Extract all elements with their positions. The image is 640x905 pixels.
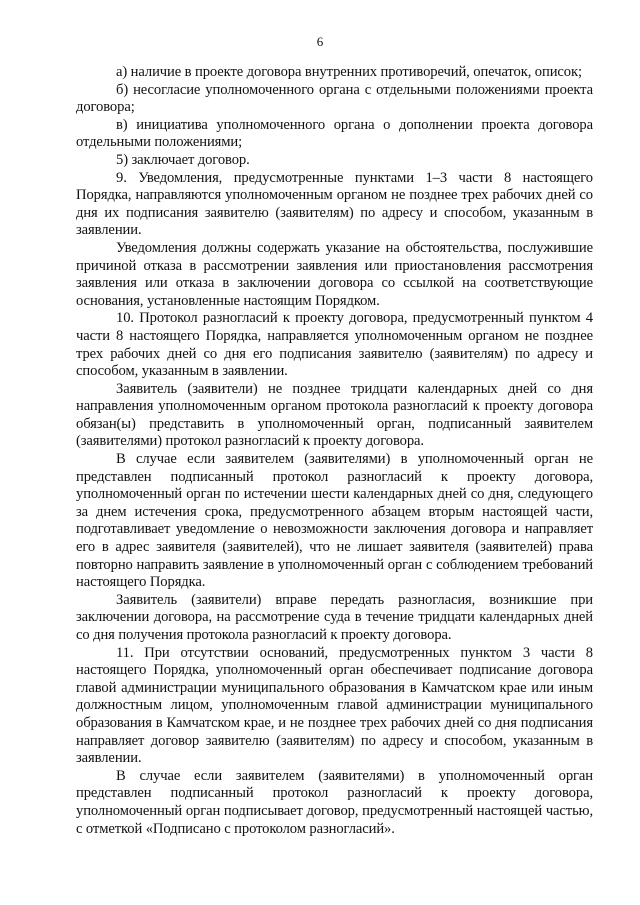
paragraph-item-v: в) инициатива уполномоченного органа о дополнении проекта договора отдельными положениями; [76,116,593,151]
paragraph-item-b: б) несогласие уполномоченного органа с отдельными положениями проекта договора; [76,81,593,116]
page-number: 6 [316,34,324,49]
paragraph-clause-11-protocol: В случае если заявителем (заявителями) в уполномоченный орган представлен подписанный протокол разногласий к проекту договора, уполномоченный орган подписывает договор, предусмотренный настоящей частью, с отметкой «Подписано с протоколом разногласий». [76,767,593,837]
paragraph-clause-10-court: Заявитель (заявители) вправе передать разногласия, возникшие при заключении договора, на рассмотрение суда в течение тридцати календарных дней со дня получения протокола разногласий к проекту договора. [76,591,593,643]
paragraph-clause-10: 10. Протокол разногласий к проекту договора, предусмотренный пунктом 4 части 8 настоящего Порядка, направляется уполномоченным органом не позднее трех рабочих дней со дня его подписания заявителю (заявителям) по адресу и способом, указанным в заявлении. [76,310,593,380]
paragraph-clause-10-applicant: Заявитель (заявители) не позднее тридцати календарных дней со дня направления уполномоченным органом протокола разногласий к проекту договора обязан(ы) представить в уполномоченный орган, подписанный заявителем (заявителями) протокол разногласий к проекту договора. [76,380,593,450]
paragraph-clause-9-notifications: Уведомления должны содержать указание на обстоятельства, послужившие причиной отказа в рассмотрении заявления или приостановления рассмотрения заявления или отказа в заключении договора со ссылкой на соответствующие основания, установленные настоящим Порядком. [76,239,593,309]
document-body [76,64,593,838]
paragraph-item-a: а) наличие в проекте договора внутренних противоречий, опечаток, описок; [116,64,582,80]
paragraph-item-5: 5) заключает договор. [116,151,250,168]
paragraph-clause-9: 9. Уведомления, предусмотренные пунктами 1–3 части 8 настоящего Порядка, направляются уполномоченным органом не позднее трех рабочих дней со дня их подписания заявителю (заявителям) по адресу и способом, указанным в заявлении. [76,169,593,239]
paragraph-clause-10-not-submitted: В случае если заявителем (заявителями) в уполномоченный орган не представлен подписанный протокол разногласий к проекту договора, уполномоченный орган по истечении шести календарных дней со дня, следующего за днем истечения срока, предусмотренного абзацем вторым настоящей части, подготавливает уведомление о невозможности заключения договора и направляет его в адрес заявителя (заявителей), что не лишает заявителя (заявителей) права повторно направить заявление в уполномоченный орган с соблюдением требований настоящего Порядка. [76,451,593,591]
paragraph-clause-11: 11. При отсутствии оснований, предусмотренных пунктом 3 части 8 настоящего Порядка, уполномоченный орган обеспечивает подписание договора главой администрации муниципального образования в Камчатском крае или иным должностным лицом, уполномоченным главой администрации муниципального образования в Камчатском крае, и не позднее трех рабочих дней со дня подписания направляет договор заявителю (заявителям) по адресу и способом, указанным в заявлении. [76,644,593,767]
